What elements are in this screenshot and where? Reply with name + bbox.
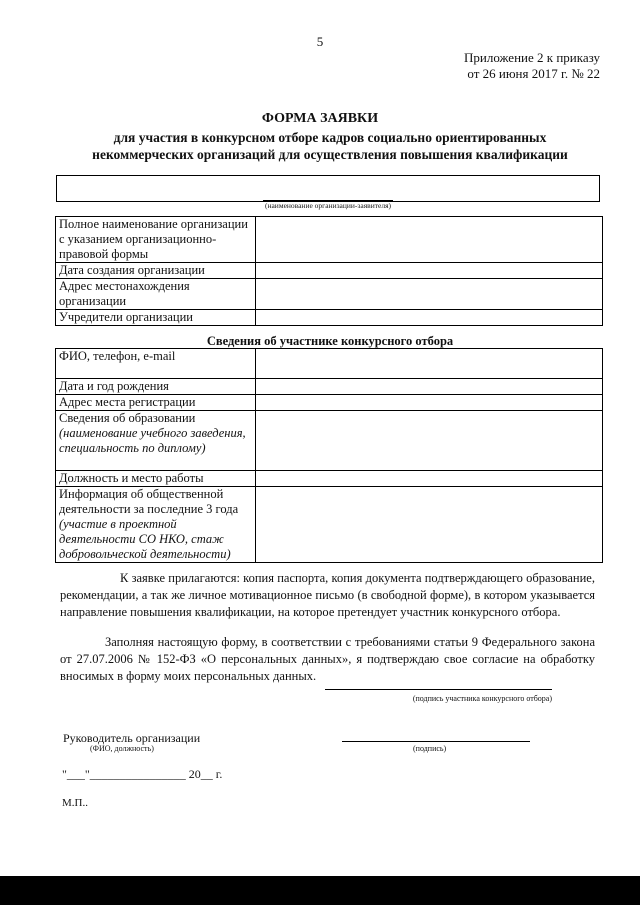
birth-date-field[interactable]	[256, 379, 603, 395]
table-row	[56, 349, 603, 379]
table-row	[56, 471, 603, 487]
appendix-line-2: от 26 июня 2017 г. № 22	[467, 66, 600, 81]
table-row	[56, 395, 603, 411]
position-field[interactable]	[256, 471, 603, 487]
registration-address-field[interactable]	[256, 395, 603, 411]
table-row	[56, 487, 603, 563]
education-label-text: Сведения об образовании	[59, 411, 196, 425]
education-label	[56, 411, 256, 471]
org-creation-date-field[interactable]	[256, 263, 603, 279]
head-signature-line[interactable]	[342, 741, 530, 742]
org-founders-label: Учредители организации	[56, 310, 256, 326]
org-founders-field[interactable]	[256, 310, 603, 326]
table-row	[56, 411, 603, 471]
org-name-caption: (наименование организации-заявителя)	[264, 201, 392, 210]
participant-table	[55, 348, 603, 563]
participant-signature-line[interactable]	[325, 689, 552, 690]
table-row	[56, 279, 603, 310]
social-activity-field[interactable]	[256, 487, 603, 563]
date-line: "___"________________ 20__ г.	[62, 767, 223, 781]
birth-date-label: Дата и год рождения	[56, 379, 256, 395]
org-address-field[interactable]	[256, 279, 603, 310]
org-creation-date-label: Дата создания организации	[56, 263, 256, 279]
social-activity-label	[56, 487, 256, 563]
table-row	[56, 217, 603, 263]
subtitle-line-2: некоммерческих организаций для осуществления повышения квалификации	[92, 147, 568, 162]
participant-section-title: Сведения об участнике конкурсного отбора	[206, 334, 454, 348]
scan-edge-bar	[0, 876, 640, 905]
position-label: Должность и место работы	[56, 471, 256, 487]
participant-section-title-wrap	[55, 334, 605, 349]
education-note: (наименование учебного заведения, специальность по диплому)	[59, 426, 246, 455]
table-row	[56, 263, 603, 279]
page-number: 5	[316, 34, 324, 49]
participant-fio-field[interactable]	[256, 349, 603, 379]
org-name-field[interactable]	[56, 175, 600, 202]
form-subtitle	[40, 129, 620, 163]
social-activity-note: (участие в проектной деятельности СО НКО, стаж добровольческой деятельности)	[59, 517, 231, 561]
org-name-caption-wrap	[56, 201, 600, 210]
registration-address-label: Адрес места регистрации	[56, 395, 256, 411]
subtitle-line-1: для участия в конкурсном отборе кадров социально ориентированных	[113, 130, 547, 145]
org-full-name-label: Полное наименование организации с указанием организационно-правовой формы	[56, 217, 256, 263]
table-row	[56, 310, 603, 326]
social-activity-label-text: Информация об общественной деятельности за последние 3 года	[59, 487, 239, 516]
head-signature-caption: (подпись)	[413, 744, 447, 753]
head-caption: (ФИО, должность)	[90, 744, 154, 753]
consent-paragraph: Заполняя настоящую форму, в соответствии с требованиями статьи 9 Федерального закона от 27.07.2006 № 152-ФЗ «О персональных данных», я подтверждаю свое согласие на обработку вносимых в форму моих персональных данных.	[60, 635, 595, 683]
table-row	[56, 379, 603, 395]
education-field[interactable]	[256, 411, 603, 471]
head-label: Руководитель организации	[63, 731, 201, 745]
organization-table	[55, 216, 603, 326]
participant-signature-caption: (подпись участника конкурсного отбора)	[412, 694, 552, 703]
participant-fio-label: ФИО, телефон, e-mail	[56, 349, 256, 379]
stamp-place: М.П..	[62, 797, 88, 809]
org-address-label: Адрес местонахождения организации	[56, 279, 256, 310]
org-full-name-field[interactable]	[256, 217, 603, 263]
appendix-reference	[464, 50, 600, 82]
attachments-paragraph: К заявке прилагаются: копия паспорта, копия документа подтверждающего образование, рекомендации, а так же личное мотивационное письмо (в свободной форме), в котором указывается направление повышения квалификации, на которое претендует участник конкурсного отбора.	[60, 571, 595, 619]
appendix-line-1: Приложение 2 к приказу	[463, 50, 600, 65]
form-title: ФОРМА ЗАЯВКИ	[261, 111, 379, 126]
